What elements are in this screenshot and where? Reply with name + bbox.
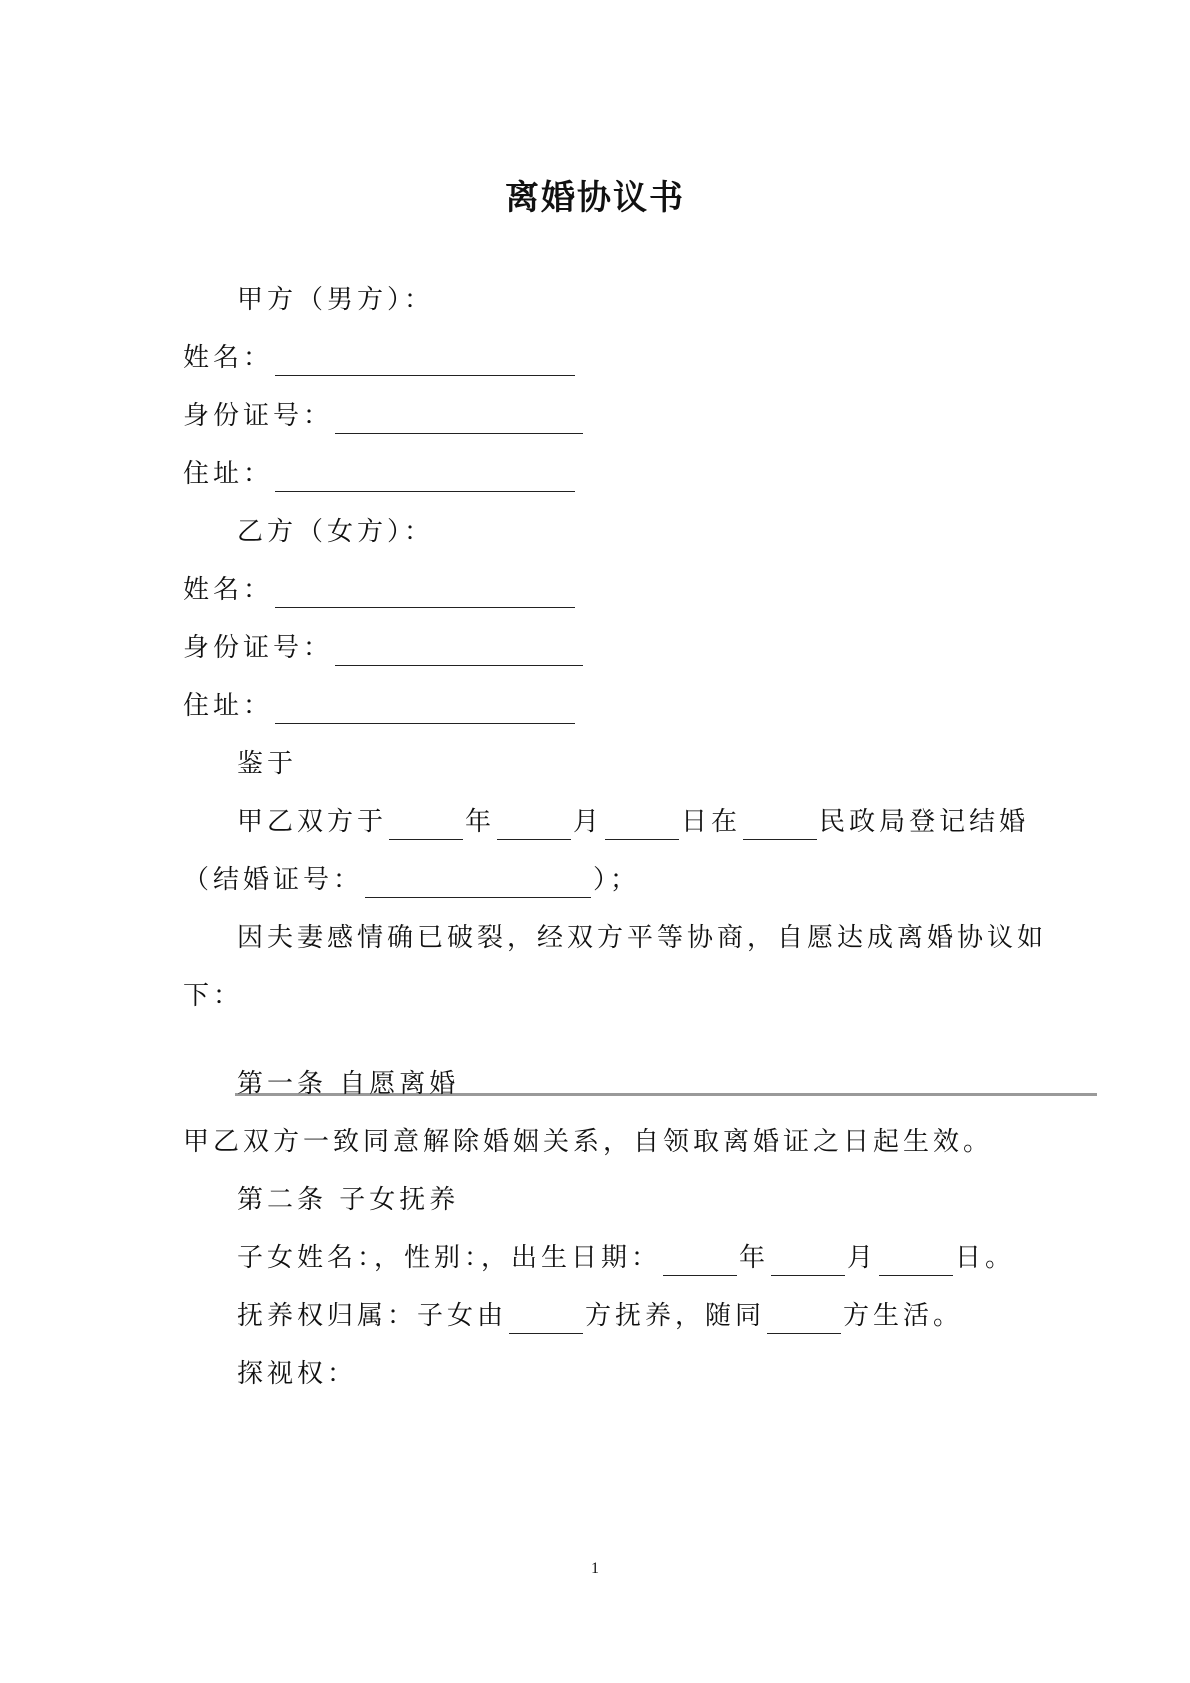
marriage-cert-close: ）； <box>593 865 641 895</box>
party-a-address-row <box>183 456 577 492</box>
party-a-address-label: 住址： <box>183 459 274 489</box>
party-a-header: 甲方（男方）： <box>237 285 435 315</box>
visitation-heading: 探视权： <box>237 1359 358 1389</box>
article-1-body: 甲乙双方一致同意解除婚姻关系，自领取离婚证之日起生效。 <box>183 1127 994 1157</box>
marriage-month-field[interactable] <box>497 811 571 840</box>
party-b-address-label: 住址： <box>183 691 274 721</box>
party-a-name-row <box>183 340 577 376</box>
marriage-cert-field[interactable] <box>365 869 591 898</box>
party-b-id-field[interactable] <box>335 637 583 666</box>
marriage-bureau-field[interactable] <box>743 811 817 840</box>
child-birth-year-field[interactable] <box>663 1247 737 1276</box>
party-a-id-field[interactable] <box>335 405 583 434</box>
article-1-heading: 第一条 自愿离婚 <box>237 1069 460 1099</box>
reason-line-1: 因夫妻感情确已破裂，经双方平等协商，自愿达成离婚协议如 <box>237 923 1048 953</box>
custody-row <box>237 1298 963 1334</box>
custody-end: 方生活。 <box>843 1301 964 1331</box>
party-b-address-row <box>183 688 577 724</box>
party-b-address-field[interactable] <box>275 695 575 724</box>
marriage-bureau-label: 民政局登记结婚 <box>819 807 1030 837</box>
child-info-row <box>237 1240 1015 1276</box>
party-a-name-label: 姓名： <box>183 343 274 373</box>
custody-party-field[interactable] <box>509 1305 583 1334</box>
child-birth-year-label: 年 <box>739 1243 770 1273</box>
child-birth-day-field[interactable] <box>879 1247 953 1276</box>
marriage-day-field[interactable] <box>605 811 679 840</box>
marriage-date-row <box>237 804 1029 840</box>
marriage-month-label: 月 <box>573 807 604 837</box>
marriage-day-label: 日在 <box>681 807 742 837</box>
party-a-id-row <box>183 398 585 434</box>
child-birth-day-label: 日。 <box>955 1243 1016 1273</box>
party-a-address-field[interactable] <box>275 463 575 492</box>
page-number: 1 <box>591 1560 599 1577</box>
living-party-field[interactable] <box>767 1305 841 1334</box>
child-info-prefix: 子女姓名：，性别：，出生日期： <box>237 1243 662 1273</box>
reason-line-2: 下： <box>183 981 244 1011</box>
party-a-name-field[interactable] <box>275 347 575 376</box>
marriage-prefix: 甲乙双方于 <box>237 807 388 837</box>
party-b-id-label: 身份证号： <box>183 633 334 663</box>
custody-mid: 方抚养，随同 <box>585 1301 766 1331</box>
party-b-header: 乙方（女方）： <box>237 517 435 547</box>
party-b-id-row <box>183 630 585 666</box>
custody-prefix: 抚养权归属：子女由 <box>237 1301 508 1331</box>
marriage-year-field[interactable] <box>389 811 463 840</box>
party-b-name-row <box>183 572 577 608</box>
marriage-year-label: 年 <box>465 807 496 837</box>
document-title: 离婚协议书 <box>505 178 685 218</box>
party-b-name-field[interactable] <box>275 579 575 608</box>
marriage-cert-row <box>183 862 640 898</box>
whereas-heading: 鉴于 <box>237 749 298 779</box>
party-a-id-label: 身份证号： <box>183 401 334 431</box>
child-birth-month-label: 月 <box>847 1243 878 1273</box>
marriage-cert-open: （结婚证号： <box>183 865 364 895</box>
child-birth-month-field[interactable] <box>771 1247 845 1276</box>
article-2-heading: 第二条 子女抚养 <box>237 1185 460 1215</box>
party-b-name-label: 姓名： <box>183 575 274 605</box>
